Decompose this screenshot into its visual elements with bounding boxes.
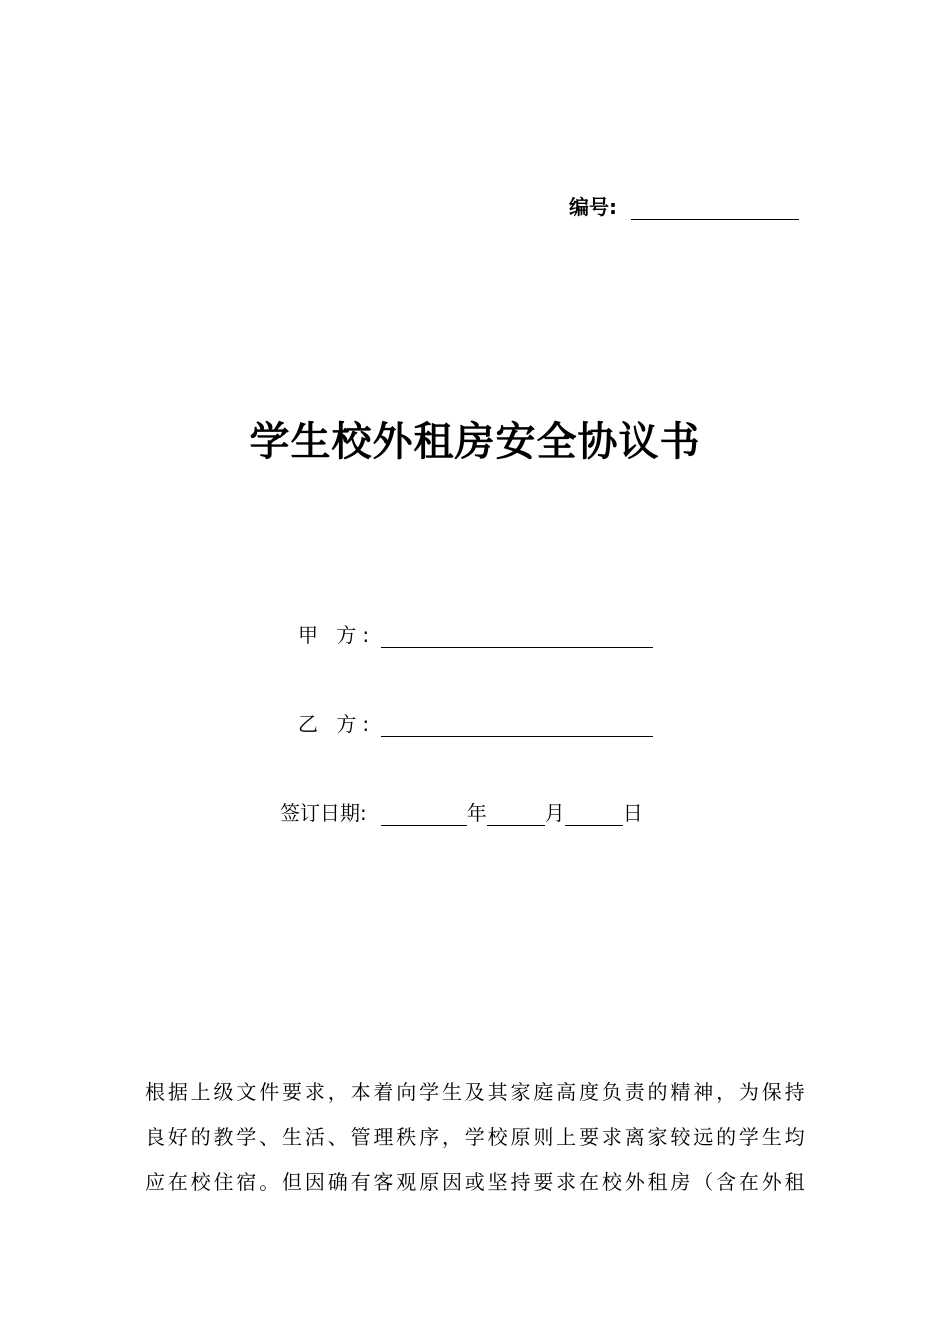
party-b-row	[298, 707, 653, 737]
party-b-label: 乙 方:	[298, 712, 376, 736]
body-line: 良好的教学、生活、管理秩序，学校原则上要求离家较远的学生均	[145, 1125, 805, 1149]
sign-date-month-blank[interactable]	[487, 801, 545, 826]
sign-date-label: 签订日期:	[280, 801, 367, 825]
party-b-blank[interactable]	[381, 712, 653, 737]
sign-date-day-blank[interactable]	[565, 801, 623, 826]
sign-date-day-label: 日	[622, 801, 643, 825]
party-a-row	[298, 618, 653, 648]
document-number-label: 编号:	[569, 195, 617, 219]
document-number-blank[interactable]	[631, 193, 799, 220]
body-line: 根据上级文件要求，本着向学生及其家庭高度负责的精神，为保持	[145, 1080, 805, 1104]
party-a-blank[interactable]	[381, 623, 653, 648]
sign-date-year-blank[interactable]	[381, 801, 467, 826]
sign-date-year-label: 年	[466, 801, 487, 825]
body-line: 应在校住宿。但因确有客观原因或坚持要求在校外租房（含在外租	[145, 1170, 805, 1194]
sign-date-month-label: 月	[544, 801, 565, 825]
party-a-label: 甲 方:	[298, 623, 376, 647]
document-number	[569, 190, 799, 220]
sign-date-row	[280, 796, 643, 826]
body-paragraph	[145, 1070, 805, 1205]
page-title: 学生校外租房安全协议书	[249, 419, 701, 465]
